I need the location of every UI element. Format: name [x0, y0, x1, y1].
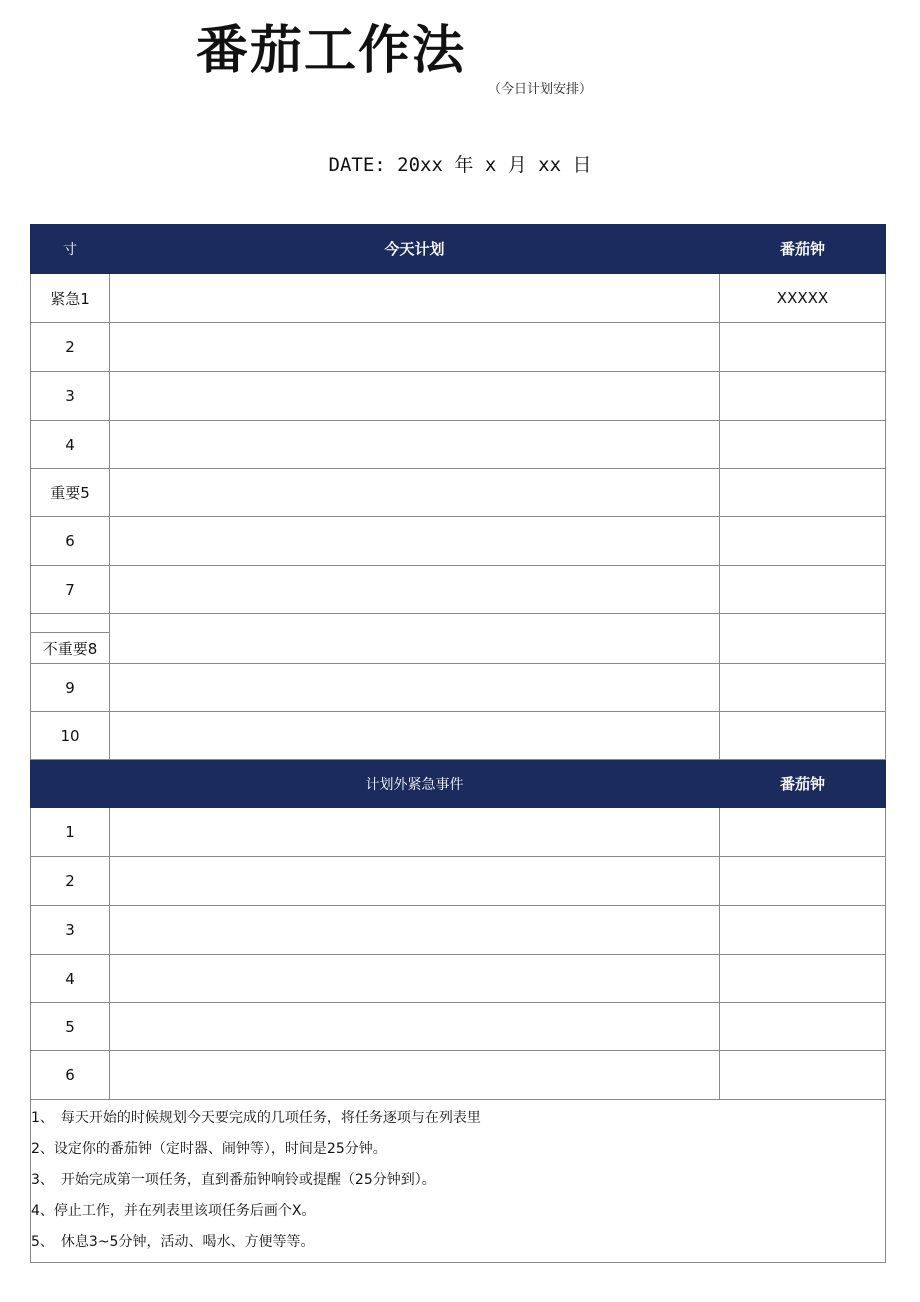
row-label: 7 [30, 566, 110, 614]
row-label: 不重要8 [42, 639, 98, 658]
page-title: 番茄工作法 [196, 21, 467, 81]
task-cell[interactable] [110, 566, 720, 614]
header-index: 寸 [30, 224, 110, 274]
urgent-table-header [30, 760, 886, 808]
task-cell[interactable] [110, 857, 720, 906]
tomato-cell[interactable] [720, 323, 886, 372]
task-cell[interactable] [110, 517, 720, 566]
row-label: 9 [30, 664, 110, 712]
task-cell[interactable] [110, 1051, 720, 1100]
table-row [30, 808, 886, 857]
table-row [30, 517, 886, 566]
task-cell[interactable] [110, 372, 720, 421]
row-label: 2 [30, 323, 110, 372]
instruction-line: 1、 每天开始的时候规划今天要完成的几项任务，将任务逐项与在列表里 [31, 1110, 481, 1126]
row-label: 2 [30, 857, 110, 906]
tomato-cell[interactable] [720, 517, 886, 566]
table-row [30, 664, 886, 712]
table-row [30, 469, 886, 517]
task-cell[interactable] [110, 614, 720, 664]
tomato-cell[interactable] [720, 808, 886, 857]
tomato-cell[interactable]: XXXXX [720, 274, 886, 323]
tomato-cell[interactable] [720, 614, 886, 664]
table-row [30, 857, 886, 906]
table-row [30, 1051, 886, 1100]
row-label: 紧急1 [30, 274, 110, 323]
row-label: 重要5 [30, 469, 110, 517]
instruction-line: 2、设定你的番茄钟（定时器、闹钟等），时间是25分钟。 [31, 1141, 387, 1157]
table-row [30, 372, 886, 421]
table-row [30, 1003, 886, 1051]
task-cell[interactable] [110, 421, 720, 469]
task-cell[interactable] [110, 469, 720, 517]
header-unplanned-urgent: 计划外紧急事件 [110, 760, 720, 808]
row-label: 4 [30, 421, 110, 469]
task-cell[interactable] [110, 323, 720, 372]
row-label: 10 [30, 712, 110, 760]
header-today-plan: 今天计划 [110, 224, 720, 274]
tomato-cell[interactable] [720, 906, 886, 955]
table-row [30, 323, 886, 372]
tomato-cell[interactable] [720, 955, 886, 1003]
plan-table-header [30, 224, 886, 274]
header-index [30, 760, 110, 808]
task-cell[interactable] [110, 712, 720, 760]
row-label: 5 [30, 1003, 110, 1051]
row-label: 6 [30, 517, 110, 566]
tomato-cell[interactable] [720, 664, 886, 712]
date-line: DATE: 20xx 年 x 月 xx 日 [328, 154, 592, 176]
tomato-cell[interactable] [720, 566, 886, 614]
tomato-cell[interactable] [720, 1003, 886, 1051]
tomato-cell[interactable] [720, 1051, 886, 1100]
header-tomato: 番茄钟 [720, 760, 886, 808]
row-label: 3 [30, 372, 110, 421]
table-row [30, 614, 886, 664]
row-label: 6 [30, 1051, 110, 1100]
instruction-line: 5、 休息3~5分钟，活动、喝水、方便等等。 [31, 1234, 315, 1250]
row-label: 4 [30, 955, 110, 1003]
table-row [30, 712, 886, 760]
instruction-line: 3、 开始完成第一项任务，直到番茄钟响铃或提醒（25分钟到）。 [31, 1172, 436, 1188]
task-cell[interactable] [110, 274, 720, 323]
page-subtitle: （今日计划安排） [488, 82, 593, 97]
table-row [30, 274, 886, 323]
tomato-cell[interactable] [720, 421, 886, 469]
table-row [30, 906, 886, 955]
row-label: 3 [30, 906, 110, 955]
tomato-cell[interactable] [720, 372, 886, 421]
tomato-cell[interactable] [720, 712, 886, 760]
instruction-line: 4、停止工作，并在列表里该项任务后画个X。 [31, 1203, 316, 1219]
task-cell[interactable] [110, 1003, 720, 1051]
instructions [30, 1100, 886, 1263]
task-cell[interactable] [110, 664, 720, 712]
tomato-cell[interactable] [720, 857, 886, 906]
header-tomato: 番茄钟 [720, 224, 886, 274]
row-label: 1 [30, 808, 110, 857]
table-row [30, 955, 886, 1003]
table-row [30, 421, 886, 469]
row-label-split [30, 614, 110, 664]
task-cell[interactable] [110, 906, 720, 955]
task-cell[interactable] [110, 808, 720, 857]
table-row [30, 566, 886, 614]
tomato-cell[interactable] [720, 469, 886, 517]
split-cell-top [31, 614, 109, 633]
task-cell[interactable] [110, 955, 720, 1003]
